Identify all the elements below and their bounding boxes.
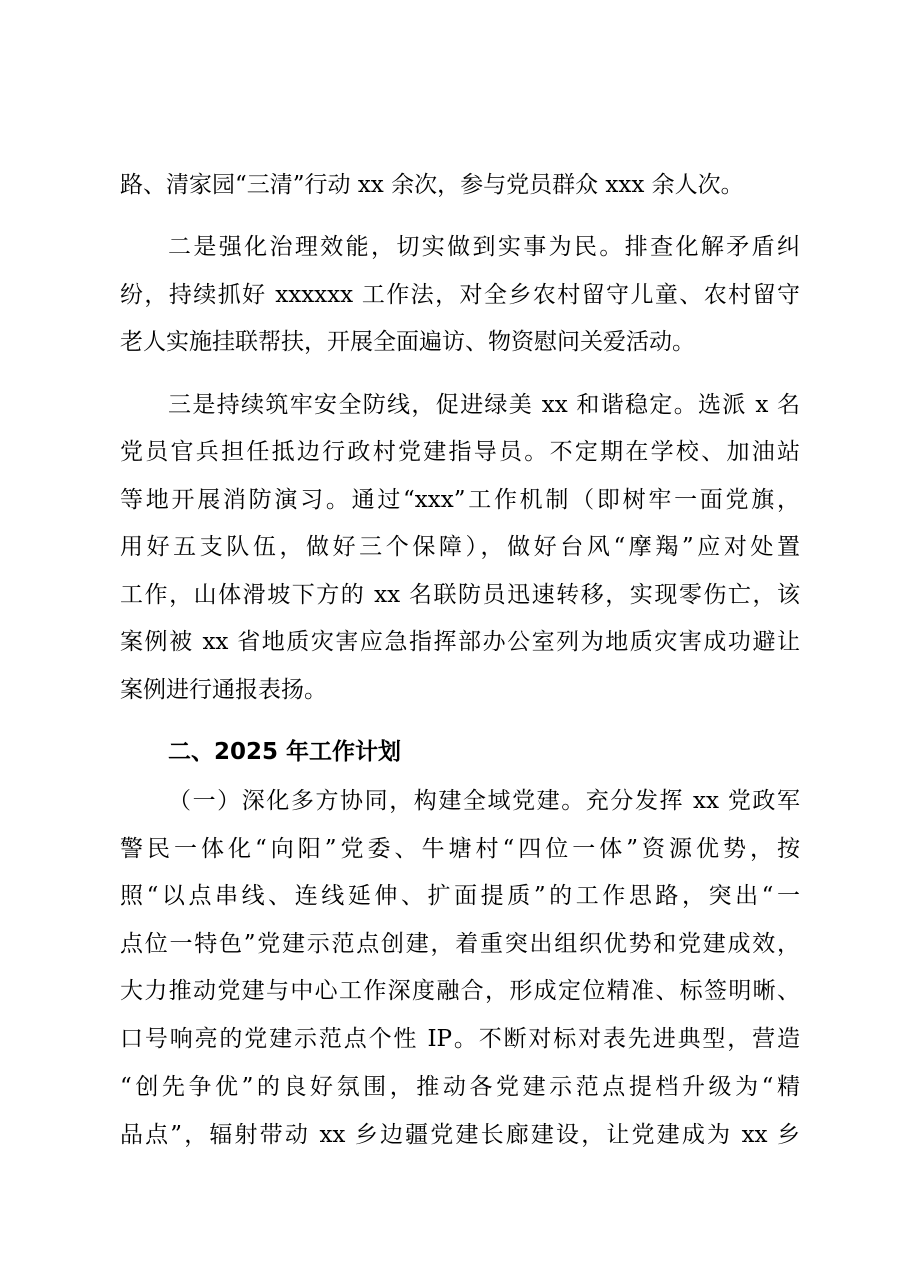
paragraph-line: 用好五支队伍，做好三个保障），做好台风“摩羯”应对处置 [120, 534, 800, 560]
paragraph-line: 大力推动党建与中心工作深度融合，形成定位精准、标签明晰、 [120, 978, 800, 1004]
paragraph-line: 党员官兵担任抵边行政村党建指导员。不定期在学校、加油站 [120, 439, 800, 465]
paragraph-line: 案例被 xx 省地质灾害应急指挥部办公室列为地质灾害成功避让 [120, 629, 800, 655]
paragraph-line: “创先争优”的良好氛围，推动各党建示范点提档升级为“精 [120, 1074, 800, 1100]
paragraph-line: 口号响亮的党建示范点个性 IP。不断对标对表先进典型，营造 [120, 1026, 800, 1052]
paragraph-line: 点位一特色”党建示范点创建，着重突出组织优势和党建成效， [120, 931, 800, 957]
paragraph-line: 老人实施挂联帮扶，开展全面遍访、物资慰问关爱活动。 [120, 329, 695, 355]
paragraph-line: 二是强化治理效能，切实做到实事为民。排查化解矛盾纠 [168, 234, 800, 260]
paragraph-line: 三是持续筑牢安全防线，促进绿美 xx 和谐稳定。选派 x 名 [168, 392, 800, 418]
paragraph-line: 等地开展消防演习。通过“xxx”工作机制（即树牢一面党旗， [120, 487, 800, 513]
section-heading: 二、2025 年工作计划 [168, 739, 402, 765]
paragraph-line: （一）深化多方协同，构建全域党建。充分发挥 xx 党政军 [168, 788, 800, 814]
paragraph-line: 照“以点串线、连线延伸、扩面提质”的工作思路，突出“一 [120, 883, 800, 909]
paragraph-line: 品点”，辐射带动 xx 乡边疆党建长廊建设，让党建成为 xx 乡 [120, 1122, 800, 1148]
paragraph-line: 路、清家园“三清”行动 xx 余次，参与党员群众 xxx 余人次。 [120, 172, 744, 198]
paragraph-line: 警民一体化“向阳”党委、牛塘村“四位一体”资源优势，按 [120, 836, 800, 862]
paragraph-line: 纷，持续抓好 xxxxxx 工作法，对全乡农村留守儿童、农村留守 [120, 282, 800, 308]
paragraph-line: 案例进行通报表扬。 [120, 677, 327, 703]
paragraph-line: 工作，山体滑坡下方的 xx 名联防员迅速转移，实现零伤亡，该 [120, 582, 800, 608]
